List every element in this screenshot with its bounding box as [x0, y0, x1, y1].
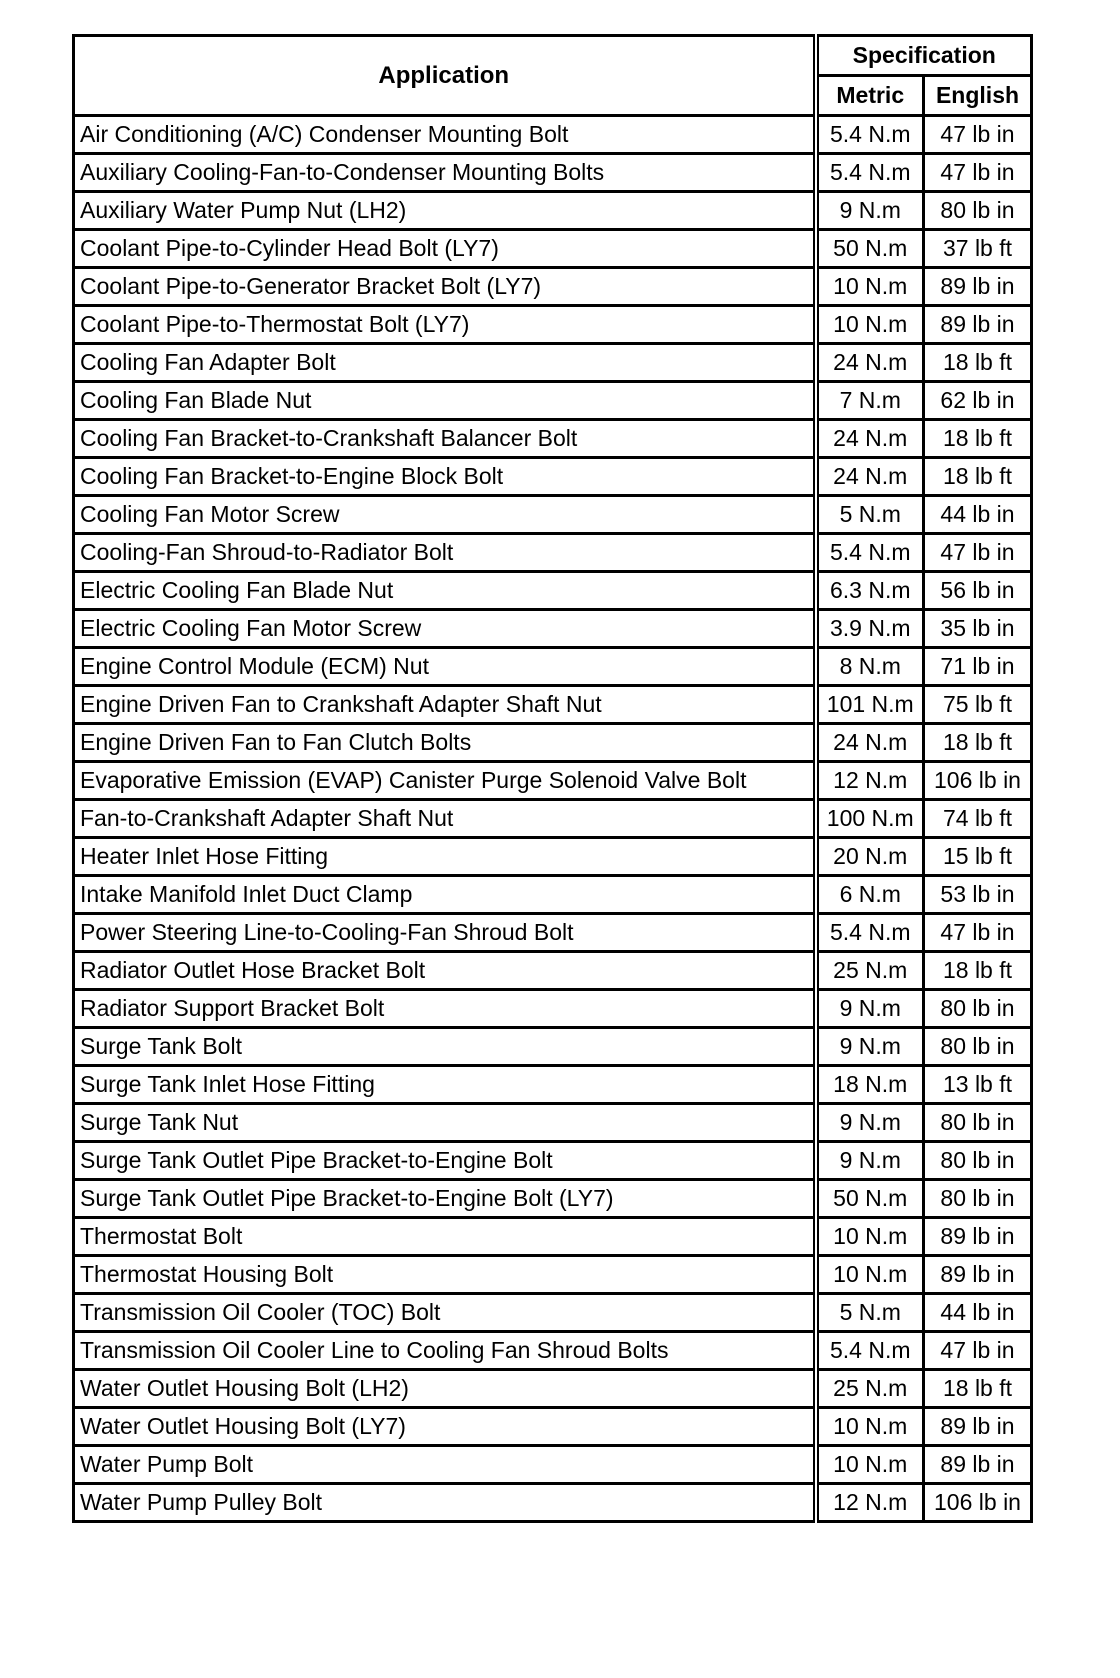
english-cell: 18 lb ft	[924, 420, 1032, 458]
application-cell: Auxiliary Water Pump Nut (LH2)	[74, 192, 816, 230]
english-cell: 89 lb in	[924, 1408, 1032, 1446]
application-cell: Cooling Fan Blade Nut	[74, 382, 816, 420]
application-cell: Engine Driven Fan to Crankshaft Adapter Shaft Nut	[74, 686, 816, 724]
table-row	[74, 952, 1032, 990]
english-cell: 47 lb in	[924, 1332, 1032, 1370]
metric-cell: 20 N.m	[816, 838, 924, 876]
table-row	[74, 762, 1032, 800]
application-cell: Transmission Oil Cooler (TOC) Bolt	[74, 1294, 816, 1332]
application-cell: Cooling-Fan Shroud-to-Radiator Bolt	[74, 534, 816, 572]
table-row	[74, 724, 1032, 762]
metric-cell: 8 N.m	[816, 648, 924, 686]
application-cell: Water Outlet Housing Bolt (LH2)	[74, 1370, 816, 1408]
english-cell: 89 lb in	[924, 1218, 1032, 1256]
application-cell: Radiator Outlet Hose Bracket Bolt	[74, 952, 816, 990]
application-cell: Water Outlet Housing Bolt (LY7)	[74, 1408, 816, 1446]
application-cell: Cooling Fan Bracket-to-Engine Block Bolt	[74, 458, 816, 496]
metric-cell: 9 N.m	[816, 1142, 924, 1180]
metric-cell: 24 N.m	[816, 458, 924, 496]
english-cell: 47 lb in	[924, 914, 1032, 952]
table-row	[74, 990, 1032, 1028]
application-cell: Fan-to-Crankshaft Adapter Shaft Nut	[74, 800, 816, 838]
english-cell: 62 lb in	[924, 382, 1032, 420]
table-row	[74, 344, 1032, 382]
table-row	[74, 1066, 1032, 1104]
metric-cell: 6.3 N.m	[816, 572, 924, 610]
application-cell: Electric Cooling Fan Motor Screw	[74, 610, 816, 648]
table-row	[74, 1408, 1032, 1446]
english-cell: 106 lb in	[924, 1484, 1032, 1522]
application-cell: Surge Tank Outlet Pipe Bracket-to-Engine Bolt	[74, 1142, 816, 1180]
metric-cell: 9 N.m	[816, 990, 924, 1028]
application-cell: Coolant Pipe-to-Generator Bracket Bolt (LY7)	[74, 268, 816, 306]
table-row	[74, 1218, 1032, 1256]
application-cell: Electric Cooling Fan Blade Nut	[74, 572, 816, 610]
application-cell: Air Conditioning (A/C) Condenser Mounting Bolt	[74, 116, 816, 154]
metric-cell: 5.4 N.m	[816, 534, 924, 572]
table-row	[74, 1028, 1032, 1066]
table-row	[74, 1484, 1032, 1522]
metric-cell: 10 N.m	[816, 268, 924, 306]
english-cell: 71 lb in	[924, 648, 1032, 686]
table-body	[74, 116, 1032, 1522]
table-row	[74, 648, 1032, 686]
application-cell: Radiator Support Bracket Bolt	[74, 990, 816, 1028]
english-cell: 47 lb in	[924, 154, 1032, 192]
metric-cell: 10 N.m	[816, 306, 924, 344]
metric-cell: 12 N.m	[816, 1484, 924, 1522]
metric-cell: 5.4 N.m	[816, 116, 924, 154]
application-cell: Water Pump Bolt	[74, 1446, 816, 1484]
table-row	[74, 1370, 1032, 1408]
metric-cell: 50 N.m	[816, 1180, 924, 1218]
table-row	[74, 686, 1032, 724]
table-row	[74, 1180, 1032, 1218]
metric-cell: 50 N.m	[816, 230, 924, 268]
english-cell: 80 lb in	[924, 1142, 1032, 1180]
application-cell: Coolant Pipe-to-Thermostat Bolt (LY7)	[74, 306, 816, 344]
table-row	[74, 458, 1032, 496]
application-cell: Surge Tank Outlet Pipe Bracket-to-Engine Bolt (LY7)	[74, 1180, 816, 1218]
metric-cell: 5 N.m	[816, 1294, 924, 1332]
application-cell: Evaporative Emission (EVAP) Canister Purge Solenoid Valve Bolt	[74, 762, 816, 800]
application-column-header: Application	[74, 36, 816, 116]
metric-cell: 10 N.m	[816, 1446, 924, 1484]
table-row	[74, 306, 1032, 344]
english-cell: 44 lb in	[924, 1294, 1032, 1332]
english-cell: 18 lb ft	[924, 458, 1032, 496]
table-row	[74, 572, 1032, 610]
table-row	[74, 268, 1032, 306]
table-row	[74, 230, 1032, 268]
metric-cell: 25 N.m	[816, 1370, 924, 1408]
metric-cell: 9 N.m	[816, 1104, 924, 1142]
english-cell: 18 lb ft	[924, 724, 1032, 762]
metric-cell: 25 N.m	[816, 952, 924, 990]
metric-cell: 9 N.m	[816, 1028, 924, 1066]
metric-cell: 3.9 N.m	[816, 610, 924, 648]
metric-column-header: Metric	[816, 76, 924, 116]
metric-cell: 5.4 N.m	[816, 914, 924, 952]
application-cell: Heater Inlet Hose Fitting	[74, 838, 816, 876]
english-cell: 35 lb in	[924, 610, 1032, 648]
english-cell: 18 lb ft	[924, 344, 1032, 382]
application-cell: Surge Tank Inlet Hose Fitting	[74, 1066, 816, 1104]
application-cell: Cooling Fan Adapter Bolt	[74, 344, 816, 382]
table-row	[74, 534, 1032, 572]
application-cell: Water Pump Pulley Bolt	[74, 1484, 816, 1522]
application-cell: Coolant Pipe-to-Cylinder Head Bolt (LY7)	[74, 230, 816, 268]
application-cell: Cooling Fan Motor Screw	[74, 496, 816, 534]
table-row	[74, 1294, 1032, 1332]
table-row	[74, 1104, 1032, 1142]
metric-cell: 100 N.m	[816, 800, 924, 838]
english-cell: 37 lb ft	[924, 230, 1032, 268]
table-row	[74, 116, 1032, 154]
english-cell: 80 lb in	[924, 1104, 1032, 1142]
application-cell: Engine Driven Fan to Fan Clutch Bolts	[74, 724, 816, 762]
metric-cell: 12 N.m	[816, 762, 924, 800]
table-row	[74, 838, 1032, 876]
english-cell: 15 lb ft	[924, 838, 1032, 876]
english-cell: 44 lb in	[924, 496, 1032, 534]
metric-cell: 5.4 N.m	[816, 1332, 924, 1370]
english-cell: 80 lb in	[924, 990, 1032, 1028]
english-cell: 106 lb in	[924, 762, 1032, 800]
metric-cell: 24 N.m	[816, 420, 924, 458]
english-cell: 89 lb in	[924, 1446, 1032, 1484]
metric-cell: 5 N.m	[816, 496, 924, 534]
metric-cell: 9 N.m	[816, 192, 924, 230]
metric-cell: 5.4 N.m	[816, 154, 924, 192]
english-cell: 18 lb ft	[924, 1370, 1032, 1408]
table-row	[74, 800, 1032, 838]
metric-cell: 10 N.m	[816, 1256, 924, 1294]
english-cell: 47 lb in	[924, 116, 1032, 154]
application-cell: Power Steering Line-to-Cooling-Fan Shroud Bolt	[74, 914, 816, 952]
english-cell: 56 lb in	[924, 572, 1032, 610]
table-row	[74, 876, 1032, 914]
english-cell: 89 lb in	[924, 268, 1032, 306]
table-row	[74, 192, 1032, 230]
table-row	[74, 610, 1032, 648]
metric-cell: 6 N.m	[816, 876, 924, 914]
application-cell: Surge Tank Bolt	[74, 1028, 816, 1066]
table-row	[74, 1256, 1032, 1294]
metric-cell: 10 N.m	[816, 1218, 924, 1256]
table-row	[74, 1446, 1032, 1484]
english-cell: 80 lb in	[924, 1180, 1032, 1218]
table-row	[74, 382, 1032, 420]
english-cell: 89 lb in	[924, 306, 1032, 344]
table-row	[74, 154, 1032, 192]
table-row	[74, 1142, 1032, 1180]
application-cell: Cooling Fan Bracket-to-Crankshaft Balancer Bolt	[74, 420, 816, 458]
table-header	[74, 36, 1032, 116]
table-row	[74, 496, 1032, 534]
english-cell: 75 lb ft	[924, 686, 1032, 724]
english-cell: 80 lb in	[924, 192, 1032, 230]
english-cell: 80 lb in	[924, 1028, 1032, 1066]
english-cell: 47 lb in	[924, 534, 1032, 572]
metric-cell: 101 N.m	[816, 686, 924, 724]
application-cell: Engine Control Module (ECM) Nut	[74, 648, 816, 686]
specification-column-header: Specification	[816, 36, 1032, 76]
english-column-header: English	[924, 76, 1032, 116]
english-cell: 53 lb in	[924, 876, 1032, 914]
torque-spec-table	[72, 34, 1033, 1523]
application-cell: Auxiliary Cooling-Fan-to-Condenser Mounting Bolts	[74, 154, 816, 192]
english-cell: 74 lb ft	[924, 800, 1032, 838]
table-row	[74, 914, 1032, 952]
table-row	[74, 1332, 1032, 1370]
metric-cell: 10 N.m	[816, 1408, 924, 1446]
application-cell: Transmission Oil Cooler Line to Cooling Fan Shroud Bolts	[74, 1332, 816, 1370]
application-cell: Thermostat Housing Bolt	[74, 1256, 816, 1294]
english-cell: 13 lb ft	[924, 1066, 1032, 1104]
metric-cell: 7 N.m	[816, 382, 924, 420]
metric-cell: 24 N.m	[816, 344, 924, 382]
metric-cell: 18 N.m	[816, 1066, 924, 1104]
metric-cell: 24 N.m	[816, 724, 924, 762]
application-cell: Thermostat Bolt	[74, 1218, 816, 1256]
english-cell: 18 lb ft	[924, 952, 1032, 990]
table-row	[74, 420, 1032, 458]
english-cell: 89 lb in	[924, 1256, 1032, 1294]
application-cell: Surge Tank Nut	[74, 1104, 816, 1142]
application-cell: Intake Manifold Inlet Duct Clamp	[74, 876, 816, 914]
